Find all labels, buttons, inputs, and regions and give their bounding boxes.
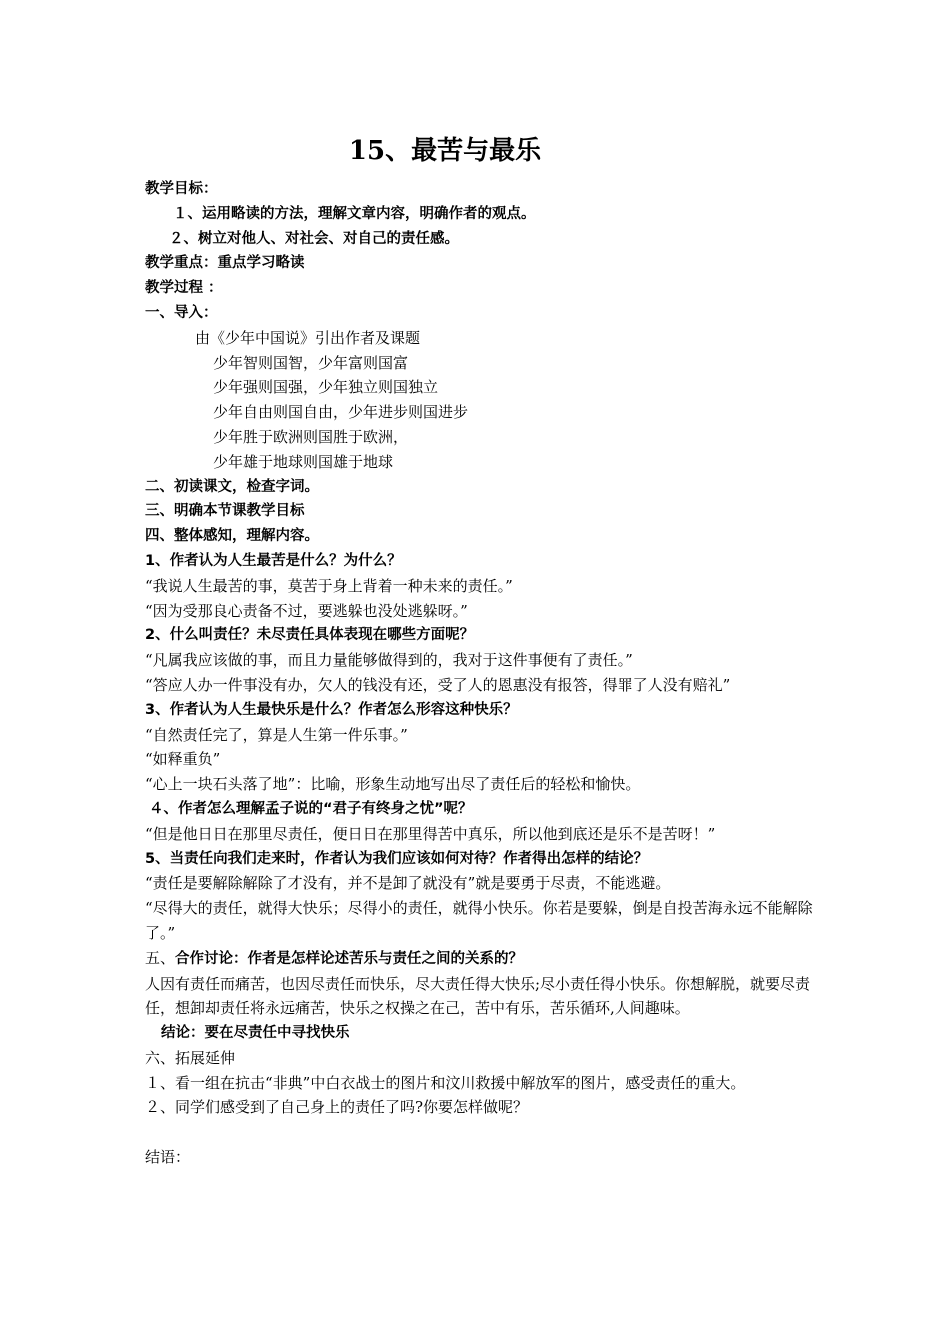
section-6-item-2: ２、同学们感受到了自己身上的责任了吗?你要怎样做呢？ [145,1098,529,1117]
question-2: 2、什么叫责任？未尽责任具体表现在哪些方面呢？ [145,627,475,644]
section-6-heading: 六、拓展延伸 [145,1048,236,1067]
objective-item-2: ２、树立对他人、对社会、对自己的责任感。 [169,230,459,247]
answer-3-quote-2: “如释重负” [145,750,221,769]
section-5-heading [145,946,817,972]
teaching-focus: 教学重点：重点学习略读 [145,255,305,272]
answer-5-quote-2: “尽得大的责任，就得大快乐；尽得小的责任，就得小快乐。你若是要躲，倒是自投苦海永远不能解除了。” [145,899,813,942]
blank-line [145,1120,817,1145]
section-6-item-1: １、看一组在抗击“非典”中白衣战士的图片和汶川救援中解放军的图片，感受责任的重大。 [145,1073,746,1092]
section-5-conclusion: 结论：要在尽责任中寻找快乐 [161,1025,350,1042]
answer-5-quote-1: “责任是要解除解除了才没有，并不是卸了就没有”就是要勇于尽责，不能逃避。 [145,874,671,893]
quote-line-4: 少年胜于欧洲则国胜于欧洲， [213,427,409,446]
answer-1-quote-2: “因为受那良心责备不过，要逃躲也没处逃躲呀。” [145,601,468,620]
answer-3-quote-3: “心上一块石头落了地”：比喻，形象生动地写出尽了责任后的轻松和愉快。 [145,775,641,794]
section-5-prefix: 五、 [145,948,176,967]
teaching-process: 教学过程 ： [145,280,223,297]
objective-item-1: １、运用略读的方法，理解文章内容，明确作者的观点。 [173,205,536,222]
question-3: 3、作者认为人生最快乐是什么？作者怎么形容这种快乐？ [145,701,518,718]
quote-line-2: 少年强则国强，少年独立则国独立 [213,378,439,397]
answer-4-quote-1: “但是他日日在那里尽责任，便日日在那里得苦中真乐，所以他到底还是乐不是苦呀！” [145,824,716,843]
section-2-heading: 二、初读课文，检查字词。 [145,478,319,495]
question-5: 5、当责任向我们走来时，作者认为我们应该如何对待？作者得出怎样的结论？ [145,850,649,867]
closing-remarks: 结语： [145,1148,191,1167]
quote-line-5: 少年雄于地球则国雄于地球 [213,452,394,471]
document-body [145,177,817,1170]
section-4-heading: 四、整体感知，理解内容。 [145,528,319,545]
question-1: 1、作者认为人生最苦是什么？为什么？ [145,552,402,569]
quote-line-3: 少年自由则国自由，少年进步则国进步 [213,403,469,422]
answer-1-quote-1: “我说人生最苦的事，莫苦于身上背着一种未来的责任。” [145,576,513,595]
section-5-text: 人因有责任而痛苦，也因尽责任而快乐，尽大责任得大快乐;尽小责任得小快乐。你想解脱，就要尽责任，想卸却责任将永远痛苦，快乐之权操之在己，苦中有乐，苦乐循环,人间趣味。 [145,974,811,1018]
question-4: ４、作者怎么理解孟子说的“君子有终身之忧”呢？ [149,800,473,817]
section-3-heading: 三、明确本节课教学目标 [145,503,305,520]
section-5-title: 合作讨论：作者是怎样论述苦乐与责任之间的关系的？ [175,950,524,967]
objectives-heading: 教学目标： [145,181,218,197]
quote-line-1: 少年智则国智，少年富则国富 [213,353,409,372]
section-1-heading: 一、导入： [145,304,218,321]
section-1-intro: 由《少年中国说》引出作者及课题 [195,328,421,347]
answer-3-quote-1: “自然责任完了，算是人生第一件乐事。” [145,725,408,744]
answer-2-quote-2: “答应人办一件事没有办，欠人的钱没有还，受了人的恩惠没有报答，得罪了人没有赔礼” [145,675,731,694]
page-title: 15、最苦与最乐 [348,136,542,166]
answer-2-quote-1: “凡属我应该做的事，而且力量能够做得到的，我对于这件事便有了责任。” [145,651,633,670]
